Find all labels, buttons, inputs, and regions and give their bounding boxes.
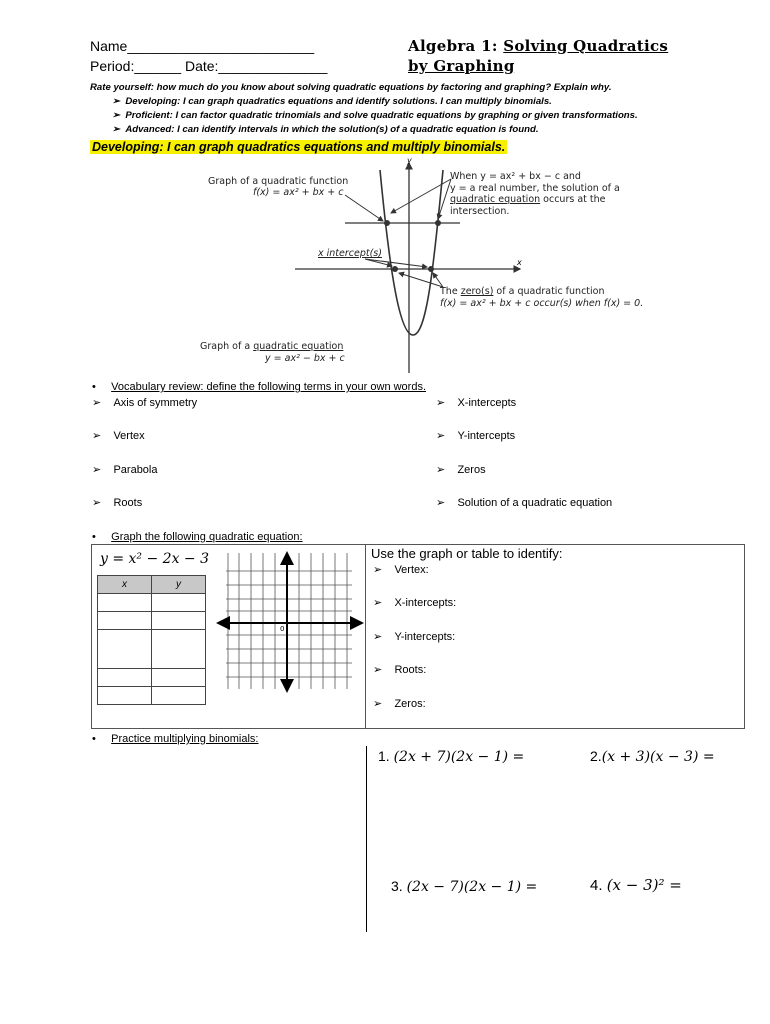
period-date-field-label: Period:______ Date:______________ (90, 58, 328, 74)
arrow-bullet-icon: ➢ (92, 430, 102, 442)
arrow-bullet-icon: ➢ (373, 631, 383, 643)
vocab-left-item: ➢ Parabola (92, 464, 158, 476)
rate-item-proficient: ➢ Proficient: I can factor quadratic trinomials and solve quadratic equations by graphing or given transformations. (112, 110, 638, 121)
arrow-bullet-icon: ➢ (92, 464, 102, 476)
axis-x-label: x (517, 258, 522, 267)
practice-problem-3: 3. (2x − 7)(2x − 1) = (391, 878, 538, 895)
table-cell[interactable] (152, 594, 206, 612)
arrow-bullet-icon: ➢ (373, 564, 383, 576)
title-part-2: Solving Quadratics (503, 37, 669, 55)
axis-y-label: y (407, 156, 412, 165)
practice-problem-2: 2.(x + 3)(x − 3) = (590, 748, 715, 765)
table-cell[interactable] (98, 669, 152, 687)
arrow-bullet-icon: ➢ (373, 597, 383, 609)
diagram-when-label: When y = ax² + bx − c and y = a real number, the solution of a quadratic equation occurs at the intersection. (450, 171, 620, 217)
arrow-bullet-icon: ➢ (373, 664, 383, 676)
rate-item-advanced: ➢ Advanced: I can identify intervals in which the solution(s) of a quadratic equation is found. (112, 124, 539, 135)
arrow-bullet-icon: ➢ (373, 698, 383, 710)
table-cell[interactable] (98, 630, 152, 669)
table-cell[interactable] (98, 687, 152, 705)
rate-item-developing: ➢ Developing: I can graph quadratics equations and identify solutions. I can multiply binomials. (112, 96, 552, 107)
intersection-point-right (435, 220, 441, 226)
practice-heading: • Practice multiplying binomials: (92, 733, 258, 745)
diagram-xint-label: x intercept(s) (318, 248, 382, 259)
bullet-icon (92, 733, 96, 745)
x-intercept-point-left (392, 266, 398, 272)
xint-label-arrow-2 (365, 259, 427, 267)
vocab-heading: • Vocabulary review: define the following terms in your own words. (92, 381, 426, 393)
identify-heading: Use the graph or table to identify: (371, 546, 563, 561)
name-field-label: Name________________________ (90, 38, 315, 54)
zero-label-arrow-1 (399, 273, 443, 287)
grid-origin-label: 0 (280, 625, 285, 633)
arrow-bullet-icon: ➢ (112, 124, 126, 135)
table-header-y: y (152, 576, 206, 594)
arrow-bullet-icon: ➢ (92, 397, 102, 409)
bullet-icon (92, 381, 96, 393)
table-cell[interactable] (152, 612, 206, 630)
coordinate-grid[interactable] (216, 551, 364, 697)
vocab-right-item: ➢ Solution of a quadratic equation (436, 497, 613, 509)
vocab-left-item: ➢ Axis of symmetry (92, 397, 198, 409)
bullet-icon (92, 531, 96, 543)
table-header-x: x (98, 576, 152, 594)
table-cell[interactable] (152, 669, 206, 687)
graph-box-divider (365, 544, 366, 728)
x-intercept-point-right (428, 266, 434, 272)
graph-heading: • Graph the following quadratic equation: (92, 531, 303, 543)
table-cell[interactable] (152, 630, 206, 669)
practice-problem-4: 4. (x − 3)² = (590, 876, 682, 894)
identify-item-vertex: ➢ Vertex: (373, 564, 429, 576)
arrow-bullet-icon: ➢ (92, 497, 102, 509)
developing-heading: Developing: I can graph quadratics equations and multiply binomials. (92, 140, 506, 154)
diagram-function-label: Graph of a quadratic function f(x) = ax² + bx + c (208, 176, 349, 198)
vocab-left-item: ➢ Vertex (92, 430, 145, 442)
arrow-bullet-icon: ➢ (436, 497, 446, 509)
xint-label-arrow-1 (365, 259, 392, 266)
identify-item-yint: ➢ Y-intercepts: (373, 631, 456, 643)
rate-yourself-intro: Rate yourself: how much do you know about solving quadratic equations by factoring and graphing? Explain why. (90, 82, 612, 93)
graph-equation: y = x² − 2x − 3 (100, 551, 210, 567)
identify-item-zeros: ➢ Zeros: (373, 698, 426, 710)
practice-divider (366, 746, 367, 932)
xy-table (97, 575, 206, 705)
arrow-bullet-icon: ➢ (436, 430, 446, 442)
identify-item-roots: ➢ Roots: (373, 664, 427, 676)
function-label-arrow (345, 195, 383, 221)
page-title-line-2: by Graphing (408, 57, 515, 75)
diagram-equation-label: Graph of a quadratic equation y = ax² − bx + c (200, 341, 345, 364)
vocab-left-item: ➢ Roots (92, 497, 143, 509)
vocab-right-item: ➢ Y-intercepts (436, 430, 516, 442)
arrow-bullet-icon: ➢ (112, 110, 126, 121)
vocab-right-item: ➢ X-intercepts (436, 397, 517, 409)
page-title (408, 37, 668, 55)
table-cell[interactable] (98, 594, 152, 612)
title-part-1: Algebra 1: (408, 37, 504, 55)
table-cell[interactable] (152, 687, 206, 705)
diagram-zero-label: The zero(s) of a quadratic function f(x) = ax² + bx + c occur(s) when f(x) = 0. (440, 286, 644, 309)
table-cell[interactable] (98, 612, 152, 630)
arrow-bullet-icon: ➢ (436, 464, 446, 476)
arrow-bullet-icon: ➢ (112, 96, 126, 107)
identify-item-xint: ➢ X-intercepts: (373, 597, 457, 609)
arrow-bullet-icon: ➢ (436, 397, 446, 409)
practice-problem-1: 1. (2x + 7)(2x − 1) = (378, 748, 525, 765)
vocab-right-item: ➢ Zeros (436, 464, 486, 476)
diagram-parabola (380, 170, 443, 335)
intersection-point-left (384, 220, 390, 226)
